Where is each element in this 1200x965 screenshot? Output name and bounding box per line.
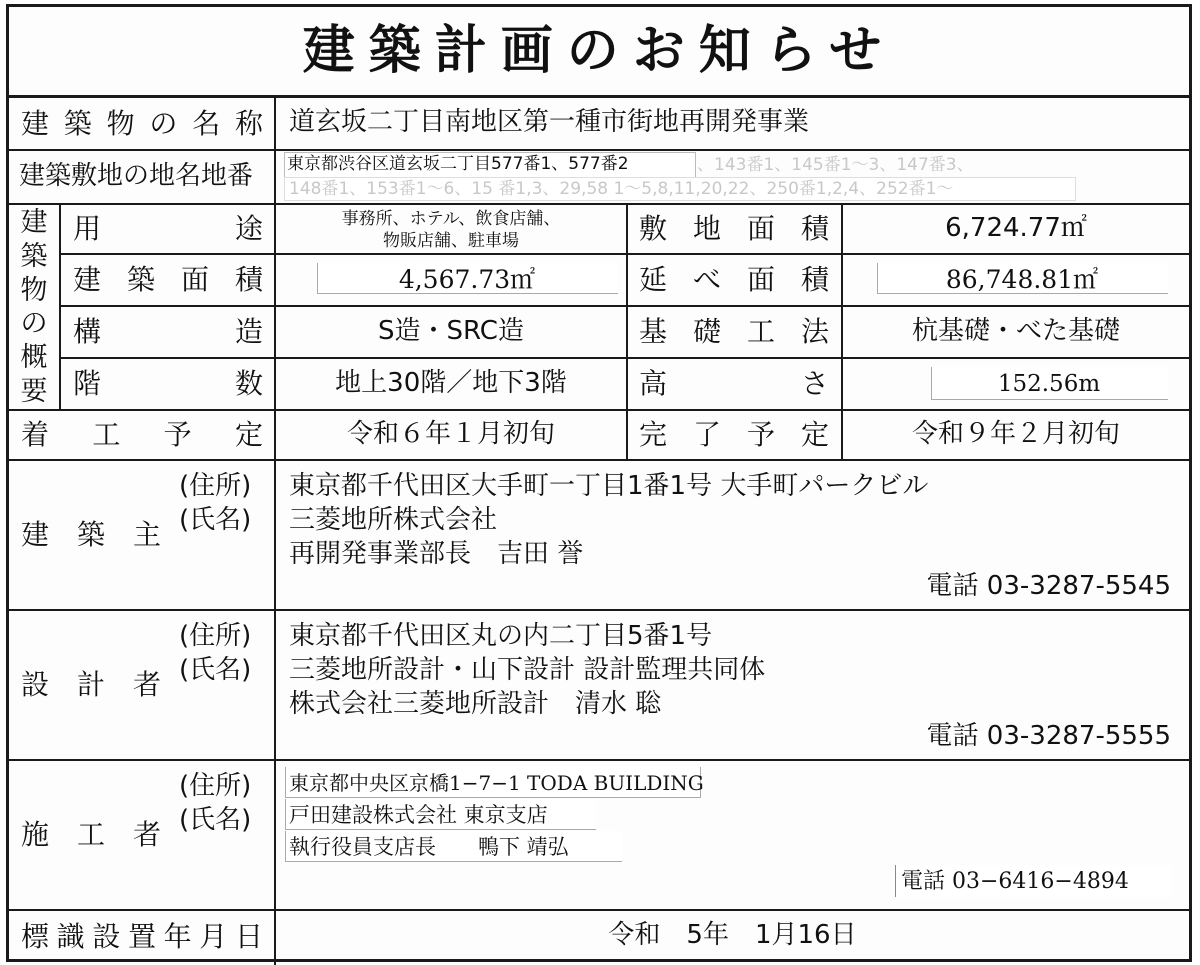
contractor-line-3: 執行役員支店長 鴨下 靖弘 (289, 835, 569, 859)
use-value-line1: 事務所、ホテル、飲食店舗、 (341, 209, 561, 229)
end-label: 完 了 予 定 (639, 418, 829, 451)
building-area-value: 4,567.73㎡ (398, 265, 536, 294)
designer-line-1: 東京都千代田区丸の内二丁目5番1号 (289, 621, 713, 651)
floor-area-label: 延 べ 面 積 (639, 263, 829, 296)
building-area-label: 建 築 面 積 (73, 263, 263, 296)
posted-date-value: 令和 5年 1月16日 (608, 920, 857, 950)
contractor-line-2: 戸田建設株式会社 東京支店 (289, 803, 548, 827)
use-value-line2: 物販店舗、駐車場 (383, 231, 519, 251)
contractor-line-1: 東京都中央区京橋1−7−1 TODA BUILDING (289, 771, 704, 795)
designer-line-2: 三菱地所設計・山下設計 設計監理共同体 (289, 655, 766, 685)
foundation-label: 基 礎 工 法 (639, 315, 829, 348)
overview-group-label: 建 築 物 の 概 要 (20, 207, 48, 407)
contractor-address-label: (住所) (179, 771, 252, 801)
designer-name-label: (氏名) (179, 655, 252, 685)
site-address-line1-faint: 、143番1、145番1～3、147番3、 (697, 155, 974, 175)
start-value: 令和６年１月初旬 (346, 419, 555, 449)
floor-area-value: 86,748.81㎡ (945, 265, 1099, 294)
owner-name-label: (氏名) (179, 505, 252, 535)
height-label: 高 さ (639, 367, 829, 400)
owner-label: 建 築 主 (21, 518, 161, 551)
site-address-label: 建築敷地の地名地番 (19, 161, 254, 191)
floors-value: 地上30階／地下3階 (335, 368, 567, 398)
designer-phone: 電話 03-3287-5555 (926, 721, 1171, 751)
owner-phone: 電話 03-3287-5545 (926, 571, 1171, 601)
contractor-label: 施 工 者 (21, 818, 161, 851)
structure-value: S造・SRC造 (378, 316, 524, 346)
use-label: 用 途 (73, 212, 263, 245)
site-area-value: 6,724.77㎡ (945, 213, 1087, 243)
end-value: 令和９年２月初旬 (911, 419, 1120, 449)
owner-line-1: 東京都千代田区大手町一丁目1番1号 大手町パークビル (289, 471, 929, 501)
site-address-line2-faint: 148番1、153番1～6、15 番1,3、29,58 1～5,8,11,20,22、250番1,2,4、252番1～ (289, 179, 954, 199)
owner-line-3: 再開発事業部長 吉田 誉 (289, 539, 584, 569)
posted-date-label: 標 識 設 置 年 月 日 (21, 920, 263, 953)
construction-notice-sign (6, 4, 1192, 962)
contractor-phone: 電話 03−6416−4894 (901, 869, 1129, 894)
foundation-value: 杭基礎・べた基礎 (911, 316, 1120, 346)
height-value: 152.56m (997, 371, 1101, 397)
designer-address-label: (住所) (179, 621, 252, 651)
start-label: 着 工 予 定 (21, 418, 263, 451)
building-name-value: 道玄坂二丁目南地区第一種市街地再開発事業 (289, 107, 810, 137)
floors-label: 階 数 (73, 367, 263, 400)
structure-label: 構 造 (73, 315, 263, 348)
contractor-name-label: (氏名) (179, 805, 252, 835)
site-address-line1: 東京都渋谷区道玄坂二丁目577番1、577番2 (287, 154, 629, 174)
site-area-label: 敷 地 面 積 (639, 212, 829, 245)
building-name-label: 建 築 物 の 名 称 (21, 107, 263, 140)
designer-label: 設 計 者 (21, 668, 161, 701)
notice-title: 建築計画のお知らせ (302, 21, 896, 81)
owner-address-label: (住所) (179, 471, 252, 501)
designer-line-3: 株式会社三菱地所設計 清水 聡 (289, 689, 662, 719)
owner-line-2: 三菱地所株式会社 (289, 505, 498, 535)
